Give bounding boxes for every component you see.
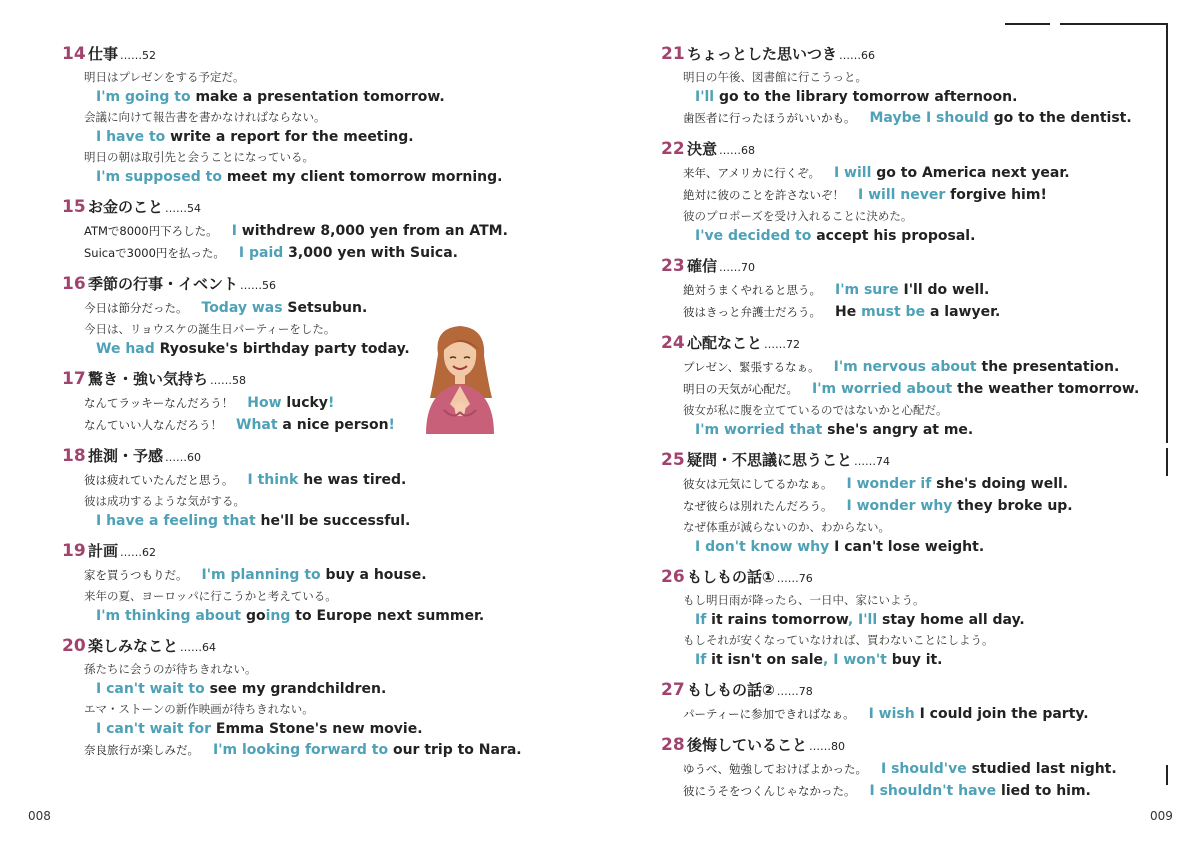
- section-number: 20: [62, 636, 86, 656]
- edge-line-right-bottom: [1166, 765, 1168, 785]
- key-phrase: , I won't: [823, 652, 887, 668]
- section-title: 後悔していること: [687, 736, 808, 754]
- woman-hands-clasped-illustration: [414, 320, 506, 434]
- section-page-ref: ……58: [210, 374, 247, 387]
- english-sentence: [847, 476, 1069, 492]
- section-number: 27: [661, 680, 685, 700]
- key-phrase: I: [231, 223, 237, 239]
- key-phrase: I don't know why: [695, 539, 830, 555]
- japanese-sentence: ATMで8000円下ろした。: [84, 224, 218, 238]
- sentence-text: to Europe next summer.: [290, 608, 485, 624]
- section-number: 14: [62, 44, 86, 64]
- key-phrase: I've decided to: [695, 228, 812, 244]
- key-phrase: I wonder why: [846, 498, 953, 514]
- section-20: [62, 635, 582, 761]
- key-phrase: I'll: [695, 89, 715, 105]
- section-page-ref: ……80: [809, 740, 846, 753]
- english-sentence: [881, 761, 1117, 777]
- key-phrase: I'm looking forward to: [213, 742, 389, 758]
- section-page-ref: ……78: [776, 685, 813, 698]
- sentence-text: buy a house.: [320, 567, 427, 583]
- sentence-text: I'll do well.: [898, 282, 990, 298]
- section-22: [661, 138, 1161, 246]
- sentence-text: He: [835, 304, 862, 320]
- section-heading: [661, 255, 1161, 279]
- section-heading: [62, 196, 582, 220]
- japanese-sentence: 会議に向けて報告書を書かなければならない。: [84, 110, 326, 124]
- section-number: 19: [62, 541, 86, 561]
- sentence-text: meet my client tomorrow morning.: [221, 169, 503, 185]
- section-number: 25: [661, 450, 685, 470]
- english-sentence: [812, 381, 1139, 397]
- english-sentence: [247, 395, 334, 411]
- section-title: 楽しみなこと: [88, 637, 179, 655]
- section-page-ref: ……52: [120, 49, 157, 62]
- section-number: 26: [661, 567, 685, 587]
- key-phrase: I'm thinking about: [96, 608, 242, 624]
- section-title: お金のこと: [88, 198, 164, 216]
- english-sentence: [870, 783, 1091, 799]
- japanese-sentence: 絶対に彼のことを許さないぞ！: [683, 188, 844, 202]
- sentence-text: stay home all day.: [877, 612, 1025, 628]
- section-title: 疑問・不思議に思うこと: [687, 451, 853, 469]
- section-page-ref: ……54: [165, 202, 202, 215]
- example-row: [84, 297, 582, 319]
- section-page-ref: ……72: [764, 338, 801, 351]
- section-title: もしもの話②: [687, 681, 775, 699]
- english-sentence: [248, 472, 407, 488]
- section-title: 心配なこと: [687, 334, 763, 352]
- sentence-text: Setsubun.: [282, 300, 368, 316]
- section-heading: [661, 332, 1161, 356]
- example-row: [84, 414, 582, 436]
- sentence-text: 3,000 yen with Suica.: [283, 245, 458, 261]
- japanese-sentence: 歯医者に行ったほうがいいかも。: [683, 111, 856, 125]
- japanese-sentence: 彼女が私に腹を立てているのではないかと心配だ。: [683, 403, 948, 417]
- section-25: [661, 449, 1161, 557]
- right-page-number: 009: [1150, 809, 1173, 823]
- example-row: [683, 107, 1161, 129]
- section-23: [661, 255, 1161, 323]
- example-row: [683, 301, 1161, 323]
- english-sentence: [96, 127, 582, 147]
- key-phrase: I think: [247, 472, 299, 488]
- english-sentence: [695, 420, 1161, 440]
- english-sentence: [213, 742, 522, 758]
- key-phrase: I'm planning to: [201, 567, 321, 583]
- japanese-sentence: 彼は成功するような気がする。: [84, 494, 245, 508]
- sentence-text: it rains tomorrow: [706, 612, 848, 628]
- sentence-text: our trip to Nara.: [388, 742, 522, 758]
- japanese-sentence: 明日の午後、図書館に行こうっと。: [683, 70, 867, 84]
- key-phrase: I will never: [858, 187, 946, 203]
- right-page-content: [661, 43, 1161, 811]
- section-number: 21: [661, 44, 685, 64]
- example-row: [683, 780, 1161, 802]
- section-page-ref: ……74: [854, 455, 891, 468]
- japanese-sentence: 来年の夏、ヨーロッパに行こうかと考えている。: [84, 589, 337, 603]
- example-row: [683, 184, 1161, 206]
- english-sentence: [96, 679, 582, 699]
- sentence-text: withdrew 8,000 yen from an ATM.: [236, 223, 508, 239]
- key-phrase: I can't wait for: [96, 721, 212, 737]
- japanese-sentence: 奈良旅行が楽しみだ。: [84, 743, 199, 757]
- english-sentence: [232, 223, 508, 239]
- japanese-sentence: エマ・ストーンの新作映画が待ちきれない。: [84, 702, 314, 716]
- section-title: 決意: [687, 140, 718, 158]
- section-heading: [661, 43, 1161, 67]
- key-phrase: I'm sure: [835, 282, 899, 298]
- sentence-text: Emma Stone's new movie.: [211, 721, 423, 737]
- sentence-text: the presentation.: [976, 359, 1120, 375]
- japanese-sentence: 明日の天気が心配だ。: [683, 382, 798, 396]
- key-phrase: If: [695, 652, 707, 668]
- section-title: ちょっとした思いつき: [687, 45, 838, 63]
- sentence-text: go to the library tomorrow afternoon.: [714, 89, 1018, 105]
- sentence-text: lucky: [281, 395, 328, 411]
- section-number: 17: [62, 369, 86, 389]
- key-phrase: I'm supposed to: [96, 169, 222, 185]
- example-row: [84, 739, 582, 761]
- sentence-text: go: [241, 608, 266, 624]
- sentence-text: accept his proposal.: [811, 228, 976, 244]
- section-page-ref: ……56: [240, 279, 277, 292]
- sentence-text: go to the dentist.: [988, 110, 1132, 126]
- corner-line-top-2: [1060, 23, 1168, 25]
- section-19: [62, 540, 582, 626]
- key-phrase: I paid: [238, 245, 284, 261]
- section-15: [62, 196, 582, 264]
- key-phrase: ing: [265, 608, 291, 624]
- japanese-sentence: 今日は、リョウスケの誕生日パーティーをした。: [84, 322, 336, 336]
- sentence-text: see my grandchildren.: [204, 681, 387, 697]
- key-phrase: must be: [861, 304, 926, 320]
- section-title: 計画: [88, 542, 119, 560]
- japanese-sentence: 明日はプレゼンをする予定だ。: [84, 70, 245, 84]
- english-sentence: [869, 706, 1089, 722]
- japanese-sentence: 家を買うつもりだ。: [84, 568, 188, 582]
- section-number: 15: [62, 197, 86, 217]
- key-phrase: We had: [96, 341, 155, 357]
- key-phrase: How: [247, 395, 282, 411]
- section-heading: [661, 734, 1161, 758]
- key-phrase: !: [388, 417, 395, 433]
- sentence-text: he was tired.: [298, 472, 407, 488]
- example-row: [683, 378, 1161, 400]
- section-number: 28: [661, 735, 685, 755]
- japanese-sentence: もしそれが安くなっていなければ、買わないことにしよう。: [683, 633, 994, 647]
- japanese-sentence: 来年、アメリカに行くぞ。: [683, 166, 820, 180]
- section-page-ref: ……64: [180, 641, 217, 654]
- english-sentence: [834, 359, 1120, 375]
- japanese-sentence: 今日は節分だった。: [84, 301, 188, 315]
- section-heading: [661, 566, 1161, 590]
- sentence-text: they broke up.: [952, 498, 1073, 514]
- japanese-sentence: プレゼン、緊張するなぁ。: [683, 360, 820, 374]
- section-heading: [661, 679, 1161, 703]
- japanese-sentence: 明日の朝は取引先と会うことになっている。: [84, 150, 314, 164]
- key-phrase: I wonder if: [846, 476, 932, 492]
- key-phrase: I'm going to: [96, 89, 191, 105]
- section-title: 仕事: [88, 45, 119, 63]
- sentence-text: lied to him.: [996, 783, 1091, 799]
- section-14: [62, 43, 582, 187]
- japanese-sentence: Suicaで3000円を払った。: [84, 246, 225, 260]
- sentence-text: make a presentation tomorrow.: [190, 89, 445, 105]
- example-row: [84, 392, 582, 414]
- key-phrase: I shouldn't have: [869, 783, 997, 799]
- section-page-ref: ……66: [839, 49, 876, 62]
- section-heading: [62, 635, 582, 659]
- japanese-sentence: 彼女は元気にしてるかなぁ。: [683, 477, 833, 491]
- section-24: [661, 332, 1161, 440]
- japanese-sentence: 彼にうそをつくんじゃなかった。: [683, 784, 856, 798]
- section-heading: [62, 273, 582, 297]
- japanese-sentence: なぜ体重が減らないのか、わからない。: [683, 520, 890, 534]
- sentence-text: I can't lose weight.: [829, 539, 985, 555]
- example-row: [84, 469, 582, 491]
- key-phrase: I should've: [881, 761, 967, 777]
- section-27: [661, 679, 1161, 725]
- sentence-text: a lawyer.: [925, 304, 1001, 320]
- section-21: [661, 43, 1161, 129]
- key-phrase: I will: [833, 165, 872, 181]
- example-row: [84, 220, 582, 242]
- sentence-text: buy it.: [886, 652, 943, 668]
- key-phrase: !: [327, 395, 335, 411]
- english-sentence: [695, 610, 1161, 630]
- english-sentence: [835, 282, 989, 298]
- key-phrase: I'm worried that: [695, 422, 823, 438]
- japanese-sentence: ゆうべ、勉強しておけばよかった。: [683, 762, 867, 776]
- english-sentence: [236, 417, 395, 433]
- japanese-sentence: もし明日雨が降ったら、一日中、家にいよう。: [683, 593, 925, 607]
- left-page-number: 008: [28, 809, 51, 823]
- section-number: 22: [661, 139, 685, 159]
- english-sentence: [835, 304, 1000, 320]
- sentence-text: forgive him!: [945, 187, 1047, 203]
- section-number: 18: [62, 446, 86, 466]
- example-row: [683, 758, 1161, 780]
- key-phrase: I can't wait to: [96, 681, 205, 697]
- key-phrase: I'm worried about: [812, 381, 953, 397]
- key-phrase: I have to: [96, 129, 166, 145]
- sentence-text: he'll be successful.: [255, 513, 411, 529]
- sentence-text: a nice person: [277, 417, 389, 433]
- japanese-sentence: 彼はきっと弁護士だろう。: [683, 305, 821, 319]
- corner-line-top-1: [1005, 23, 1050, 25]
- english-sentence: [695, 87, 1161, 107]
- example-row: [84, 242, 582, 264]
- section-page-ref: ……70: [719, 261, 756, 274]
- japanese-sentence: なぜ彼らは別れたんだろう。: [683, 499, 833, 513]
- sentence-text: go to America next year.: [871, 165, 1070, 181]
- english-sentence: [695, 650, 1161, 670]
- example-row: [683, 356, 1161, 378]
- section-page-ref: ……68: [719, 144, 756, 157]
- example-row: [683, 279, 1161, 301]
- japanese-sentence: なんてラッキーなんだろう！: [84, 396, 234, 410]
- key-phrase: I'm nervous about: [833, 359, 977, 375]
- section-heading: [62, 540, 582, 564]
- japanese-sentence: 孫たちに会うのが待ちきれない。: [84, 662, 257, 676]
- section-heading: [661, 449, 1161, 473]
- english-sentence: [695, 226, 1161, 246]
- japanese-sentence: パーティーに参加できればなぁ。: [683, 707, 855, 721]
- english-sentence: [96, 719, 582, 739]
- japanese-sentence: なんていい人なんだろう！: [84, 418, 222, 432]
- english-sentence: [96, 167, 582, 187]
- corner-line-right: [1166, 23, 1168, 443]
- key-phrase: , I'll: [847, 612, 878, 628]
- section-title: 驚き・強い気持ち: [88, 370, 209, 388]
- section-page-ref: ……76: [776, 572, 813, 585]
- key-phrase: I wish: [868, 706, 915, 722]
- example-row: [84, 564, 582, 586]
- key-phrase: Today was: [201, 300, 283, 316]
- english-sentence: [96, 339, 582, 359]
- english-sentence: [202, 567, 427, 583]
- section-title: 季節の行事・イベント: [88, 275, 239, 293]
- key-phrase: What: [236, 417, 278, 433]
- example-row: [683, 473, 1161, 495]
- sentence-text: she's angry at me.: [822, 422, 974, 438]
- section-number: 16: [62, 274, 86, 294]
- english-sentence: [858, 187, 1047, 203]
- sentence-text: Ryosuke's birthday party today.: [154, 341, 410, 357]
- sentence-text: it isn't on sale: [706, 652, 824, 668]
- sentence-text: the weather tomorrow.: [952, 381, 1140, 397]
- sentence-text: she's doing well.: [931, 476, 1069, 492]
- section-title: 推測・予感: [88, 447, 164, 465]
- english-sentence: [847, 498, 1073, 514]
- english-sentence: [239, 245, 458, 261]
- english-sentence: [96, 606, 582, 626]
- section-28: [661, 734, 1161, 802]
- section-heading: [62, 43, 582, 67]
- edge-line-right-lower: [1166, 448, 1168, 476]
- english-sentence: [834, 165, 1070, 181]
- key-phrase: If: [695, 612, 707, 628]
- english-sentence: [96, 87, 582, 107]
- section-title: もしもの話①: [687, 568, 775, 586]
- key-phrase: I have a feeling that: [96, 513, 256, 529]
- japanese-sentence: 絶対うまくやれると思う。: [683, 283, 821, 297]
- section-page-ref: ……62: [120, 546, 157, 559]
- section-heading: [661, 138, 1161, 162]
- sentence-text: I could join the party.: [914, 706, 1089, 722]
- japanese-sentence: 彼は疲れていたんだと思う。: [84, 473, 234, 487]
- section-number: 24: [661, 333, 685, 353]
- english-sentence: [695, 537, 1161, 557]
- section-page-ref: ……60: [165, 451, 202, 464]
- section-heading: [62, 445, 582, 469]
- english-sentence: [870, 110, 1132, 126]
- section-26: [661, 566, 1161, 670]
- english-sentence: [96, 511, 582, 531]
- example-row: [683, 162, 1161, 184]
- english-sentence: [202, 300, 368, 316]
- section-number: 23: [661, 256, 685, 276]
- japanese-sentence: 彼のプロポーズを受け入れることに決めた。: [683, 209, 913, 223]
- sentence-text: studied last night.: [966, 761, 1117, 777]
- section-title: 確信: [687, 257, 718, 275]
- key-phrase: Maybe I should: [869, 110, 989, 126]
- sentence-text: write a report for the meeting.: [165, 129, 414, 145]
- section-18: [62, 445, 582, 531]
- example-row: [683, 495, 1161, 517]
- example-row: [683, 703, 1161, 725]
